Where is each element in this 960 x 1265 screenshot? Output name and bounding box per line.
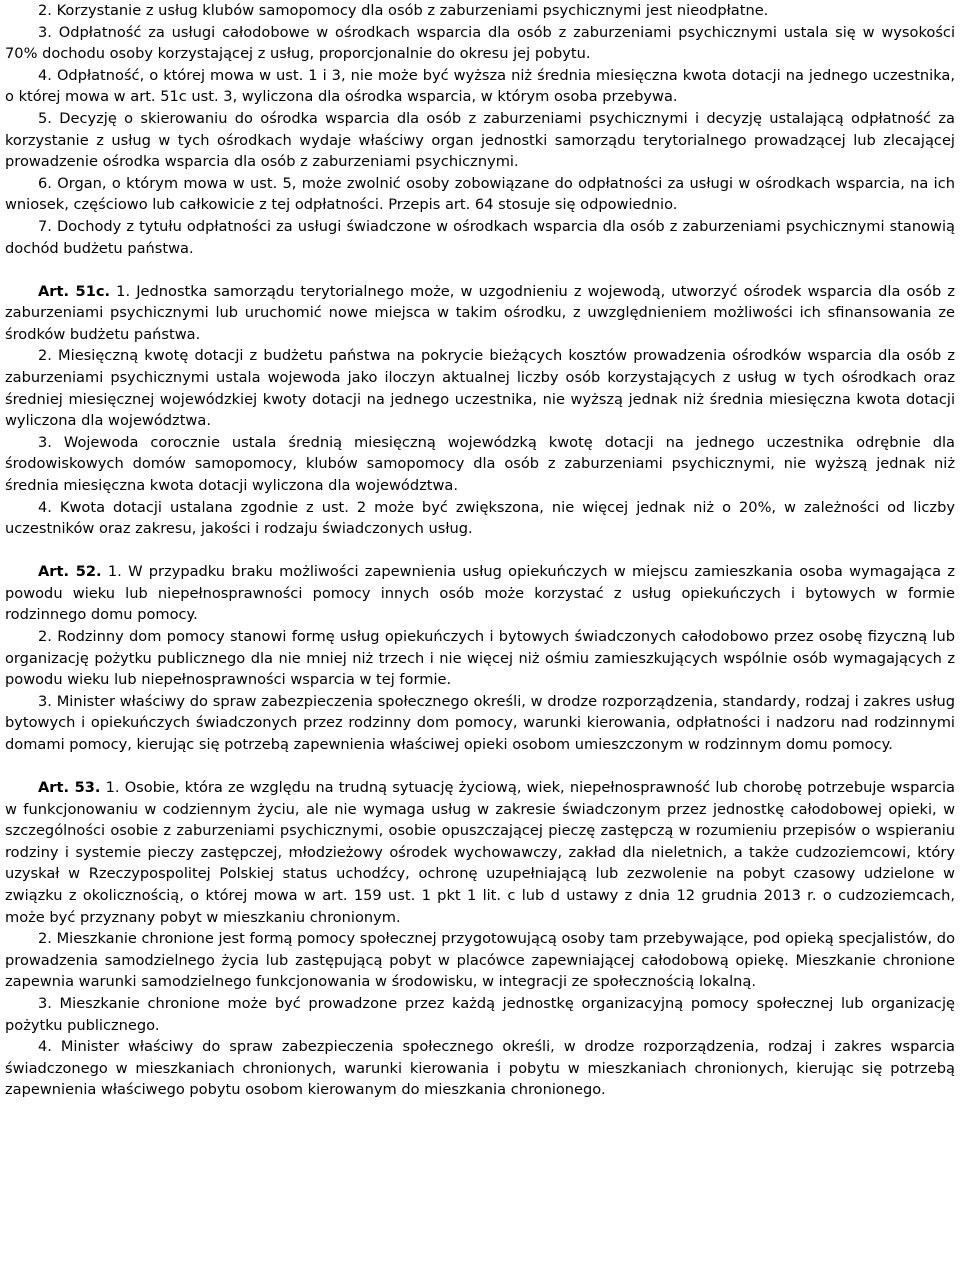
paragraph-art53-ust4: 4. Minister właściwy do spraw zabezpieczenia społecznego określi, w drodze rozporządzenia, rodzaj i zakres wsparcia świadczonego w mieszkaniach chronionych, warunki kierowania i pobytu w mieszkaniach chronionych, kierując się potrzebą zapewnienia właściwego pobytu osobom kierowanym do mieszkania chronionego. bbox=[5, 1038, 955, 1099]
paragraph-art51b-ust2: 2. Korzystanie z usług klubów samopomocy dla osób z zaburzeniami psychicznymi jest nieodpłatne. bbox=[38, 2, 769, 19]
paragraph-art53-ust2: 2. Mieszkanie chronione jest formą pomocy społecznej przygotowującą osoby tam przebywające, pod opieką specjalistów, do prowadzenia samodzielnego życia lub zastępującą pobyt w placówce zapewniającej całodobową opiekę. Mieszkanie chronione zapewnia warunki samodzielnego funkcjonowania w środowisku, w integracji ze społecznością lokalną. bbox=[5, 930, 955, 991]
paragraph-art53-ust3: 3. Mieszkanie chronione może być prowadzone przez każdą jednostkę organizacyjną pomocy społecznej lub organizację pożytku publicznego. bbox=[5, 995, 955, 1034]
paragraph-art51c-ust4: 4. Kwota dotacji ustalana zgodnie z ust. 2 może być zwiększona, nie więcej jednak niż o 20%, w zależności od liczby uczestników oraz zakresu, jakości i rodzaju świadczonych usług. bbox=[5, 498, 955, 538]
paragraph-art51b-ust5: 5. Decyzję o skierowaniu do ośrodka wsparcia dla osób z zaburzeniami psychicznymi i decyzję ustalającą odpłatność za korzystanie z usług w tych ośrodkach wydaje właściwy organ jednostki samorządu terytorialnego prowadzącej lub zlecającej prowadzenie ośrodka wsparcia dla osób z zaburzeniami psychicznymi. bbox=[5, 109, 955, 171]
article-52-text: 1. W przypadku braku możliwości zapewnienia usług opiekuńczych w miejscu zamieszkania osoba wymagająca z powodu wieku lub niepełnosprawności pomocy innych osób może korzystać z usług opiekuńczych i bytowych w formie rodzinnego domu pomocy. bbox=[5, 563, 955, 624]
article-53-label: Art. 53. bbox=[38, 779, 101, 797]
paragraph-art51b-ust4: 4. Odpłatność, o której mowa w ust. 1 i 3, nie może być wyższa niż średnia miesięczna kwota dotacji na jednego uczestnika, o której mowa w art. 51c ust. 3, wyliczona dla ośrodka wsparcia, w którym osoba przebywa. bbox=[5, 66, 955, 106]
article-52-label: Art. 52. bbox=[38, 563, 102, 581]
article-53-ust1 bbox=[5, 777, 955, 928]
paragraph-art51b-ust7: 7. Dochody z tytułu odpłatności za usługi świadczone w ośrodkach wsparcia dla osób z zaburzeniami psychicznymi stanowią dochód budżetu państwa. bbox=[5, 217, 955, 257]
paragraph-art51c-ust3: 3. Wojewoda corocznie ustala średnią miesięczną wojewódzką kwotę dotacji na jednego uczestnika odrębnie dla środowiskowych domów samopomocy, klubów samopomocy dla osób z zaburzeniami psychicznymi, nie wyższą jednak niż średnia miesięczna kwota dotacji wyliczona dla województwa. bbox=[5, 433, 955, 494]
section-gap bbox=[5, 540, 955, 562]
paragraph-art52-ust3: 3. Minister właściwy do spraw zabezpieczenia społecznego określi, w drodze rozporządzenia, standardy, rodzaj i zakres usług bytowych i opiekuńczych świadczonych przez rodzinny dom pomocy, warunki kierowania, odpłatności i nadzoru nad rodzinnymi domami pomocy, kierując się potrzebą zapewnienia właściwej opieki osobom umieszczonym w rodzinnym domu pomocy. bbox=[5, 692, 955, 753]
section-gap bbox=[5, 259, 955, 281]
paragraph-art51c-ust2: 2. Miesięczną kwotę dotacji z budżetu państwa na pokrycie bieżących kosztów prowadzenia ośrodków wsparcia dla osób z zaburzeniami psychicznymi ustala wojewoda jako iloczyn aktualnej liczby osób korzystających z usług w tych ośrodkach oraz średniej miesięcznej wojewódzkiej kwoty dotacji na jednego uczestnika, nie wyższą jednak niż średnia miesięczna kwota dotacji wyliczona dla województwa. bbox=[5, 347, 955, 430]
paragraph-art52-ust2: 2. Rodzinny dom pomocy stanowi formę usług opiekuńczych i bytowych świadczonych całodobowo przez osobę fizyczną lub organizację pożytku publicznego dla nie mniej niż trzech i nie więcej niż ośmiu zamieszkujących wspólnie osób wymagających z powodu wieku lub niepełnosprawności wsparcia w tej formie. bbox=[5, 628, 955, 689]
article-51c-text: 1. Jednostka samorządu terytorialnego może, w uzgodnieniu z wojewodą, utworzyć ośrodek wsparcia dla osób z zaburzeniami psychicznymi lub uruchomić nowe miejsca w takim ośrodku, z uwzględnieniem możliwości ich sfinansowania ze środków budżetu państwa. bbox=[5, 282, 955, 343]
article-53-text: 1. Osobie, która ze względu na trudną sytuację życiową, wiek, niepełnosprawność lub chorobę potrzebuje wsparcia w funkcjonowaniu w codziennym życiu, ale nie wymaga usług w zakresie świadczonym przez jednostkę całodobowej opieki, w szczególności osobie z zaburzeniami psychicznymi, osobie opuszczającej pieczę zastępczą w rozumieniu przepisów o wspieraniu rodziny i systemie pieczy zastępczej, młodzieżowy ośrodek wychowawczy, zakład dla nieletnich, a także cudzoziemcowi, który uzyskał w Rzeczypospolitej Polskiej status uchodźcy, ochronę uzupełniającą lub zezwolenie na pobyt czasowy udzielone w związku z okolicznością, o której mowa w art. 159 ust. 1 pkt 1 lit. c lub d ustawy z dnia 12 grudnia 2013 r. o cudzoziemcach, może być przyznany pobyt w mieszkaniu chronionym. bbox=[5, 779, 955, 926]
article-52-ust1 bbox=[5, 561, 955, 626]
paragraph-art51b-ust6: 6. Organ, o którym mowa w ust. 5, może zwolnić osoby zobowiązane do odpłatności za usługi w ośrodkach wsparcia, na ich wniosek, częściowo lub całkowicie z tej odpłatności. Przepis art. 64 stosuje się odpowiednio. bbox=[5, 174, 955, 214]
section-gap bbox=[5, 756, 955, 778]
article-51c-label: Art. 51c. bbox=[38, 282, 111, 300]
paragraph-art51b-ust3: 3. Odpłatność za usługi całodobowe w ośrodkach wsparcia dla osób z zaburzeniami psychicznymi ustala się w wysokości 70% dochodu osoby korzystającej z usług, proporcjonalnie do okresu jej pobytu. bbox=[5, 23, 955, 63]
article-51c-ust1 bbox=[5, 281, 955, 346]
